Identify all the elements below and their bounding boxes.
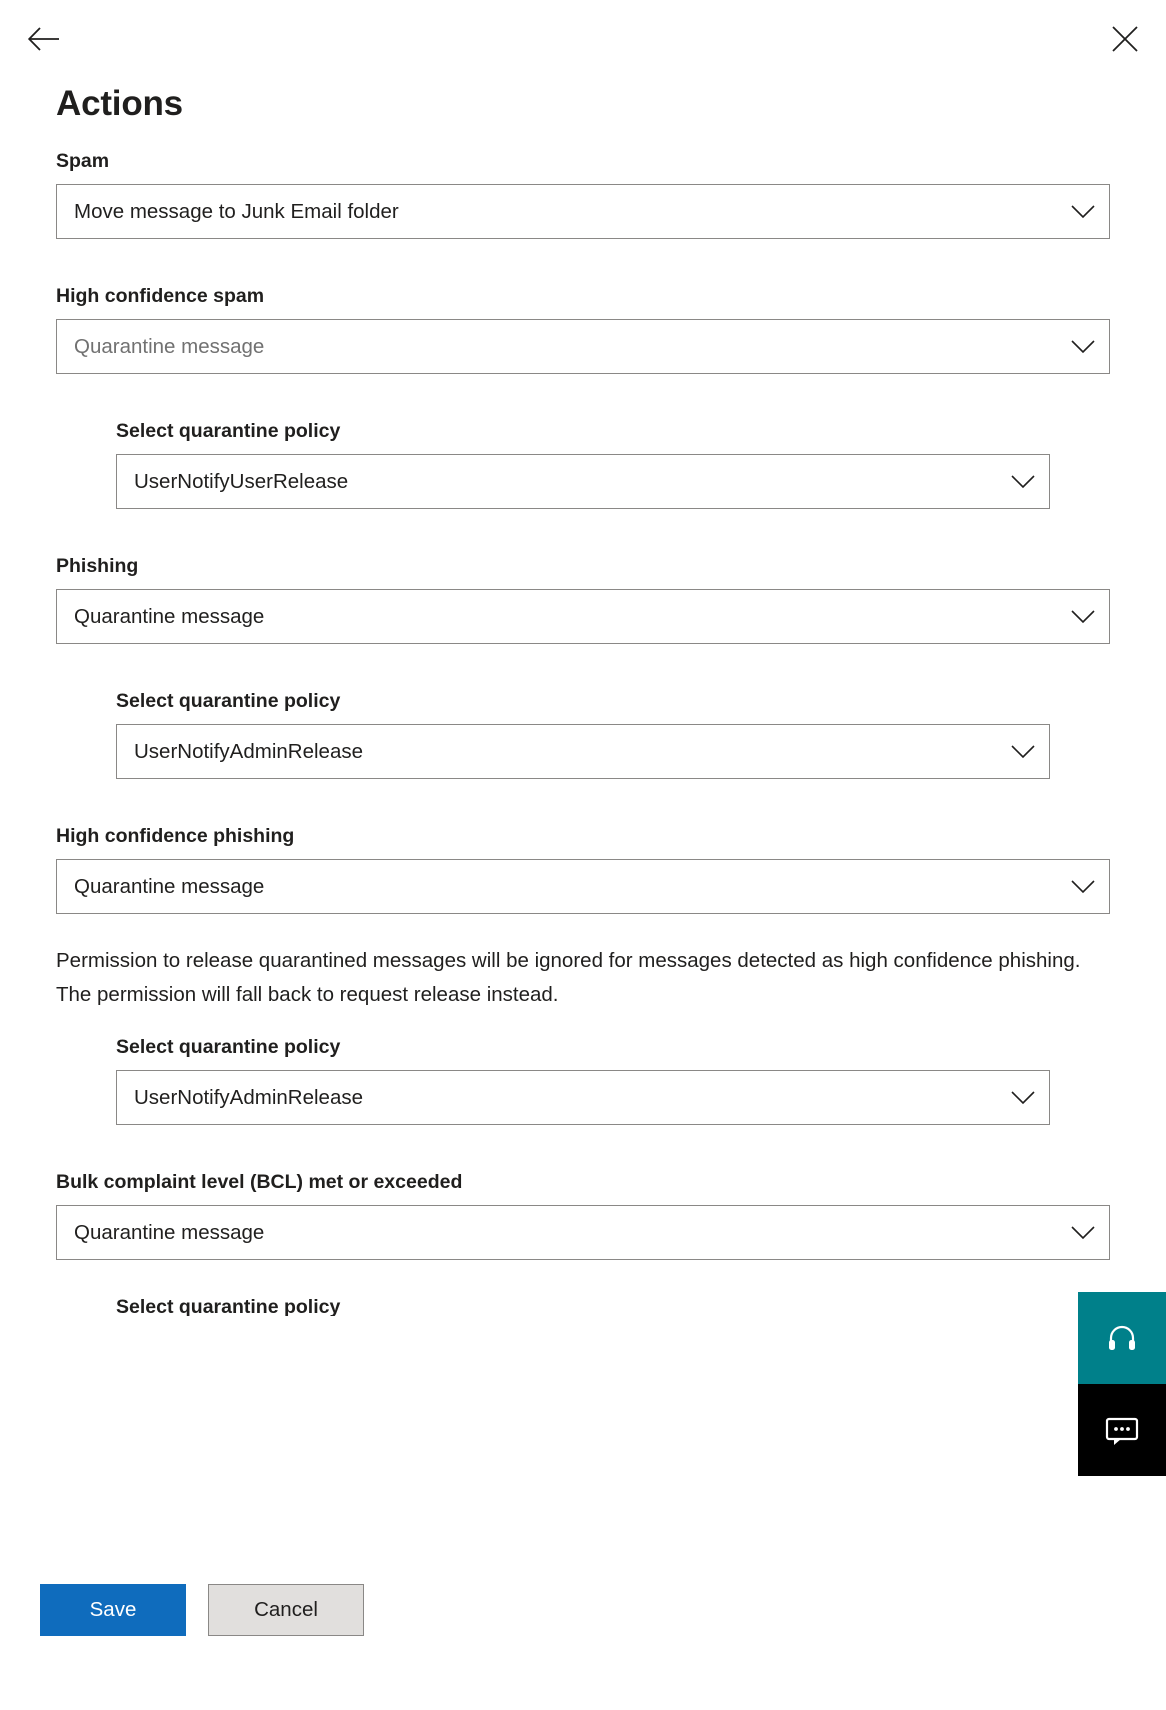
- select-value: UserNotifyUserRelease: [134, 469, 349, 493]
- chevron-down-icon: [1011, 740, 1035, 764]
- chat-widget-button[interactable]: [1078, 1384, 1166, 1476]
- page-title: Actions: [56, 84, 183, 123]
- select-value: Quarantine message: [74, 1220, 265, 1244]
- field-bulk-complaint-level: [0, 1169, 1166, 1260]
- field-label: High confidence phishing: [56, 825, 295, 847]
- quarantine-policy-select-1[interactable]: [116, 454, 1050, 509]
- field-phishing: [0, 553, 1166, 644]
- field-quarantine-policy-high-confidence-phishing: [0, 1034, 1166, 1125]
- arrow-left-icon: [26, 25, 60, 53]
- field-spam: [0, 148, 1166, 239]
- back-button[interactable]: [20, 16, 66, 62]
- spam-action-select[interactable]: [56, 184, 1110, 239]
- chat-icon: [1104, 1414, 1140, 1446]
- high-confidence-spam-action-select[interactable]: [56, 319, 1110, 374]
- cancel-button[interactable]: Cancel: [208, 1584, 364, 1636]
- select-value: UserNotifyAdminRelease: [134, 739, 364, 763]
- field-quarantine-policy-phishing: [0, 688, 1166, 779]
- help-widget-stack: [1078, 1292, 1166, 1476]
- field-label: Select quarantine policy: [116, 690, 341, 712]
- select-value: Move message to Junk Email folder: [74, 199, 399, 223]
- field-high-confidence-spam: [0, 283, 1166, 374]
- select-value: UserNotifyAdminRelease: [134, 1085, 364, 1109]
- chevron-down-icon: [1071, 605, 1095, 629]
- field-label: Select quarantine policy: [116, 1036, 341, 1058]
- panel-header: [0, 0, 1166, 78]
- select-value: Quarantine message: [74, 334, 265, 358]
- save-button[interactable]: Save: [40, 1584, 186, 1636]
- field-label-cut-off: Select quarantine policy: [116, 1296, 341, 1316]
- high-confidence-phishing-note: Permission to release quarantined messages will be ignored for messages detected as high confidence phishing. The permission will fall back to request release instead.: [56, 949, 1081, 1006]
- field-label: Phishing: [56, 555, 139, 577]
- field-label: Bulk complaint level (BCL) met or exceeded: [56, 1171, 463, 1193]
- close-icon: [1111, 25, 1139, 53]
- phishing-action-select[interactable]: [56, 589, 1110, 644]
- chevron-down-icon: [1071, 875, 1095, 899]
- support-widget-button[interactable]: [1078, 1292, 1166, 1384]
- field-quarantine-policy-high-confidence-spam: [0, 418, 1166, 509]
- select-value: Quarantine message: [74, 604, 265, 628]
- field-label: Select quarantine policy: [116, 420, 341, 442]
- high-confidence-phishing-action-select[interactable]: [56, 859, 1110, 914]
- quarantine-policy-select-3[interactable]: [116, 1070, 1050, 1125]
- field-high-confidence-phishing: [0, 823, 1166, 914]
- chevron-down-icon: [1071, 200, 1095, 224]
- bulk-complaint-level-action-select[interactable]: [56, 1205, 1110, 1260]
- field-label: High confidence spam: [56, 285, 265, 307]
- chevron-down-icon: [1011, 1086, 1035, 1110]
- quarantine-policy-select-2[interactable]: [116, 724, 1050, 779]
- chevron-down-icon: [1071, 335, 1095, 359]
- panel-content[interactable]: [0, 78, 1166, 1556]
- field-label: Spam: [56, 150, 110, 172]
- close-button[interactable]: [1102, 16, 1148, 62]
- headset-icon: [1105, 1321, 1139, 1355]
- chevron-down-icon: [1011, 470, 1035, 494]
- chevron-down-icon: [1071, 1221, 1095, 1245]
- select-value: Quarantine message: [74, 874, 265, 898]
- panel-footer: [0, 1555, 1166, 1710]
